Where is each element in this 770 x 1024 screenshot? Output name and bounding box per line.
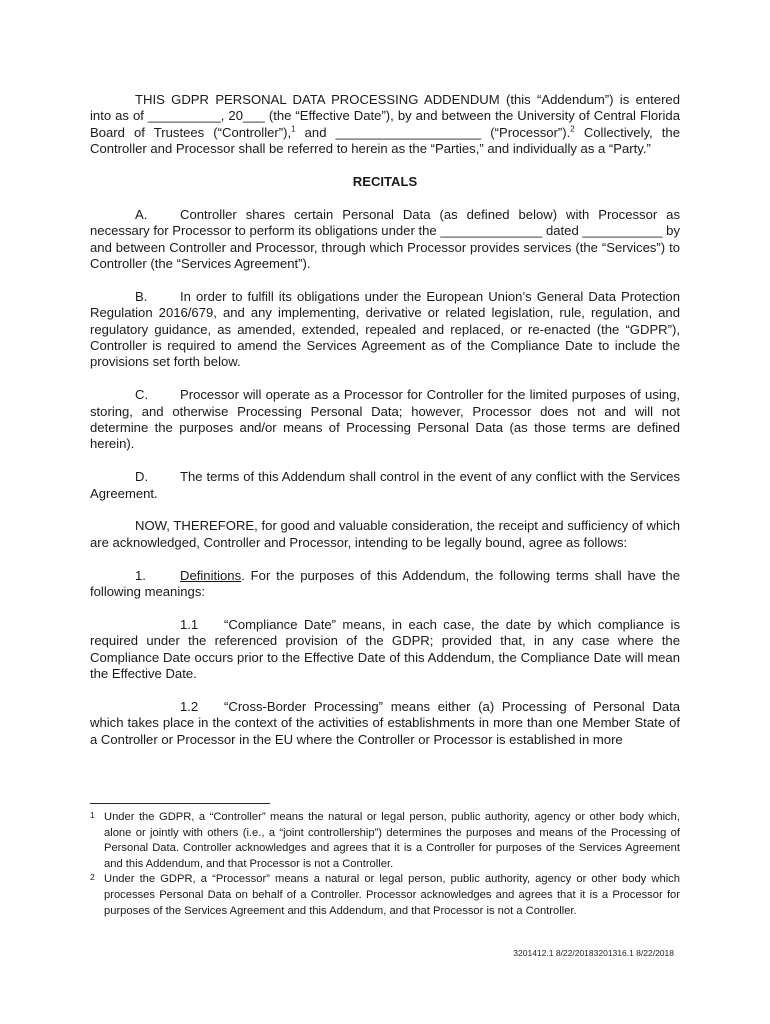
definition-text: “Cross-Border Processing” means either (a) Processing of Personal Data which takes place in the context of the activities of establishments in more than one Member State of a Controller or Processor in the EU where the Controller or Processor is established in more <box>90 698 680 747</box>
section-text: . For the purposes of this Addendum, the following terms shall have the following meanings: <box>90 567 680 600</box>
document-id: 3201412.1 8/22/20183201316.1 8/22/2018 <box>513 948 674 958</box>
recital-c <box>90 387 680 453</box>
recital-text: Controller shares certain Personal Data (as defined below) with Processor as necessary for Processor to perform its obligations under the ______________ dated ___________ by and between Controller and Processor, through which Processor provides services (the “Services”) to Controller (the “Services Agreement”). <box>90 206 680 272</box>
section-number: 1. <box>135 567 146 583</box>
recital-d <box>90 469 680 502</box>
definition-1-1 <box>90 617 680 683</box>
footnote-ref-2: 2 <box>570 124 575 134</box>
footnote-separator <box>90 803 270 804</box>
recital-letter: D. <box>135 469 149 485</box>
footnote-ref-1: 1 <box>291 124 296 134</box>
recital-a <box>90 207 680 273</box>
intro-text: THIS GDPR PERSONAL DATA PROCESSING ADDENDUM (this “Addendum”) is entered into as of __________, 20___ (the “Effective Date”), by and between the University of Central Florida Board of Trustees (“Controller”), <box>90 92 680 140</box>
footnote-mark: 2 <box>90 872 95 883</box>
document-body <box>90 92 680 765</box>
intro-paragraph <box>90 92 680 158</box>
intro-text-end: Collectively, the Controller and Processor shall be referred to herein as the “Parties,” and individually as a “Party.” <box>90 124 680 157</box>
footnote-text: Under the GDPR, a “Controller” means the natural or legal person, public authority, agency or other body which, alone or jointly with others (i.e., a “joint controllership”) determines the purposes and means of the Processing of Personal Data. Controller acknowledges and agrees that it is a Controller for purposes of the Services Agreement and this Addendum, and that Processor is not a Controller. <box>104 811 680 870</box>
now-therefore-paragraph: NOW, THEREFORE, for good and valuable consideration, the receipt and sufficiency of which are acknowledged, Controller and Processor, intending to be legally bound, agree as follows: <box>90 518 680 550</box>
section-1-definitions <box>90 568 680 601</box>
recital-b <box>90 289 680 371</box>
intro-text-mid: and ____________________ (“Processor”). <box>295 124 571 140</box>
recital-text: The terms of this Addendum shall control in the event of any conflict with the Services Agreement. <box>90 469 680 501</box>
recital-letter: A. <box>135 206 148 222</box>
footnote-1 <box>90 810 680 872</box>
recital-letter: B. <box>135 288 148 304</box>
footnote-text: Under the GDPR, a “Processor” means a natural or legal person, public authority, agency or other body which processes Personal Data on behalf of a Controller. Processor acknowledges and agrees that it is a Processor for purposes of the Services Agreement and this Addendum, and that Processor is not a Controller. <box>104 873 680 917</box>
definition-text: “Compliance Date” means, in each case, the date by which compliance is required under the referenced provision of the GDPR; provided that, in any case where the Compliance Date occurs prior to the Effective Date of this Addendum, the Compliance Date will mean the Effective Date. <box>90 616 680 682</box>
section-title: Definitions <box>180 567 242 583</box>
footnote-mark: 1 <box>90 810 95 820</box>
footnote-2 <box>90 872 680 919</box>
recital-letter: C. <box>135 387 149 403</box>
recital-text: Processor will operate as a Processor for Controller for the limited purposes of using, storing, and otherwise Processing Personal Data; however, Processor does not and will not determine the purposes and/or means of Processing Personal Data (as those terms are defined herein). <box>90 387 680 452</box>
recital-text: In order to fulfill its obligations under the European Union’s General Data Protection Regulation 2016/679, and any implementing, derivative or related legislation, rule, regulation, and regulatory guidance, as amended, extended, repealed and replaced, or re-enacted (the “GDPR”), Controller is required to amend the Services Agreement as of the Compliance Date to include the provisions set forth below. <box>90 288 680 370</box>
footnotes <box>90 810 680 919</box>
definition-1-2 <box>90 699 680 748</box>
definition-number: 1.2 <box>180 698 199 714</box>
definition-number: 1.1 <box>180 616 199 632</box>
recitals-heading: RECITALS <box>352 174 418 190</box>
